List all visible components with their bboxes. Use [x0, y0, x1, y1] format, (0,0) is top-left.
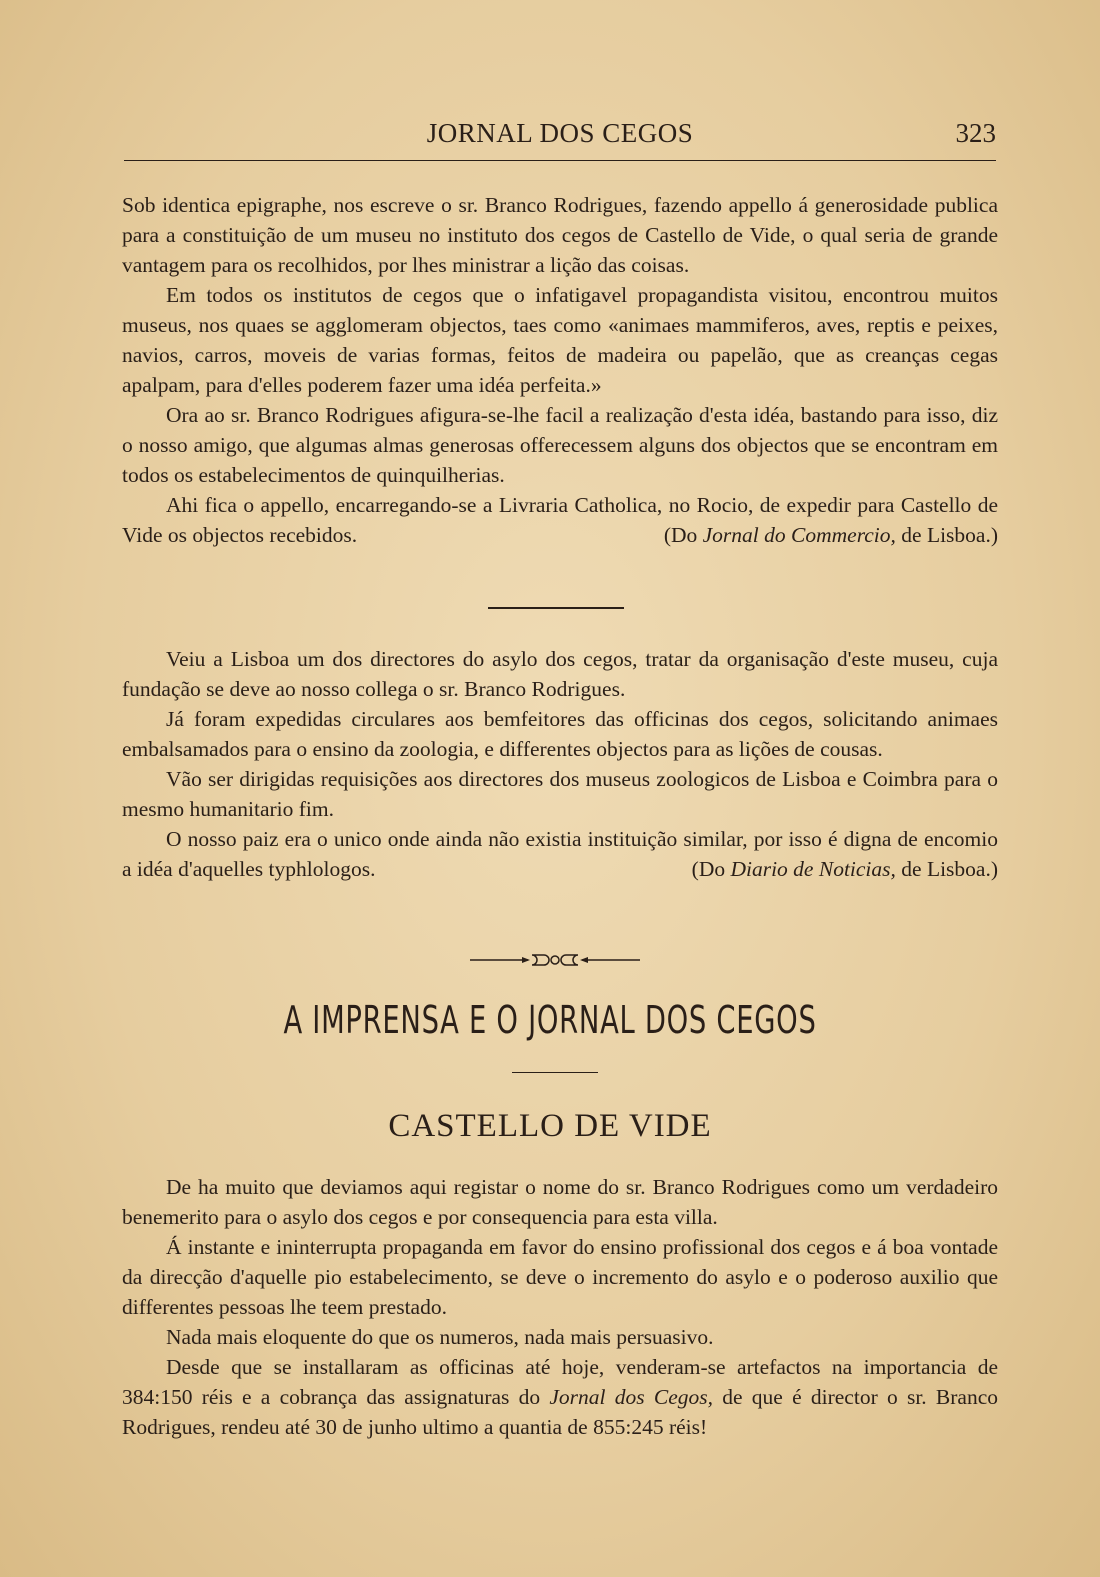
- paragraph: Ora ao sr. Branco Rodrigues afigura-se-lhe facil a realização d'esta idéa, bastando para isso, diz o nosso amigo, que algumas almas generosas offerecessem alguns dos objectos que se encontram em todos os estabelecimentos de quinquilherias.: [122, 403, 998, 487]
- paragraph-text: de que é director o sr. Branco Rodrigues, rendeu até 30 de junho ultimo a quantia de 855:245 réis!: [122, 1385, 999, 1439]
- journal-title: JORNAL DOS CEGOS: [426, 118, 694, 148]
- paragraph: Vão ser dirigidas requisições aos directores dos museus zoologicos de Lisboa e Coimbra para o mesmo humanitario fim.: [122, 767, 998, 821]
- citation-prefix: (Do: [663, 523, 703, 547]
- section-title: A IMPRENSA E O JORNAL DOS CEGOS: [283, 998, 817, 1042]
- paragraph: De ha muito que deviamos aqui registar o nome do sr. Branco Rodrigues como um verdadeiro benemerito para o asylo dos cegos e por consequencia para esta villa.: [122, 1175, 998, 1229]
- paragraph: [122, 1352, 998, 1442]
- citation-source: Jornal do Commercio,: [702, 523, 896, 547]
- article-museu-organisation: [122, 644, 998, 884]
- header-rule: [124, 160, 996, 161]
- paragraph-text: Ahi fica o appello, encarregando-se a Livraria Catholica, no Rocio, de expedir para Castello de Vide os objectos recebidos.: [122, 493, 998, 547]
- citation-source: Diario de Noticias,: [730, 857, 896, 881]
- paragraph: [122, 490, 998, 550]
- paragraph: Sob identica epigraphe, nos escreve o sr. Branco Rodrigues, fazendo appello á generosidade publica para a constituição de um museu no instituto dos cegos de Castello de Vide, o qual seria de grande vantagem para os recolhidos, por lhes ministrar a lição das coisas.: [122, 193, 998, 277]
- paragraph: Á instante e ininterrupta propaganda em favor do ensino profissional dos cegos e á boa vontade da direcção d'aquelle pio estabelecimento, se deve o incremento do asylo e o poderoso auxilio que differentes pessoas lhe teem prestado.: [122, 1235, 998, 1319]
- citation-suffix: de Lisboa.): [895, 857, 998, 881]
- citation-suffix: de Lisboa.): [895, 523, 998, 547]
- journal-name: Jornal dos Cegos,: [549, 1385, 714, 1409]
- section-subtitle: CASTELLO DE VIDE: [388, 1108, 712, 1144]
- running-header: [124, 114, 996, 154]
- paragraph: Veiu a Lisboa um dos directores do asylo dos cegos, tratar da organisação d'este museu, cuja fundação se deve ao nosso collega o sr. Branco Rodrigues.: [122, 647, 998, 701]
- paragraph: Já foram expedidas circulares aos bemfeitores das officinas dos cegos, solicitando animaes embalsamados para o ensino da zoologia, e differentes objectos para as lições de cousas.: [122, 707, 998, 761]
- paragraph-text: O nosso paiz era o unico onde ainda não existia instituição similar, por isso é digna de encomio a idéa d'aquelles typhlologos.: [122, 827, 998, 881]
- paragraph: Nada mais eloquente do que os numeros, nada mais persuasivo.: [166, 1325, 714, 1349]
- section-divider: [488, 607, 624, 609]
- page-number: 323: [955, 118, 996, 148]
- paragraph: Em todos os institutos de cegos que o infatigavel propagandista visitou, encontrou muitos museus, nos quaes se agglomeram objectos, taes como «animaes mammiferos, aves, reptis e peixes, navios, carros, moveis de varias formas, feitos de madeira ou papelão, que as creanças cegas apalpam, para d'elles poderem fazer uma idéa perfeita.»: [122, 283, 998, 397]
- article-museu-appeal: [122, 190, 998, 550]
- paragraph-text: Desde que se installaram as officinas até hoje, venderam-se artefactos na importancia de 384:150 réis e a cobrança das assignaturas do: [122, 1355, 998, 1409]
- citation: [620, 520, 998, 550]
- article-castello-de-vide: [122, 1172, 998, 1442]
- title-rule: [512, 1072, 598, 1073]
- citation-prefix: (Do: [691, 857, 731, 881]
- ornament-divider: [470, 952, 640, 968]
- paragraph: [122, 824, 998, 884]
- citation: [648, 854, 998, 884]
